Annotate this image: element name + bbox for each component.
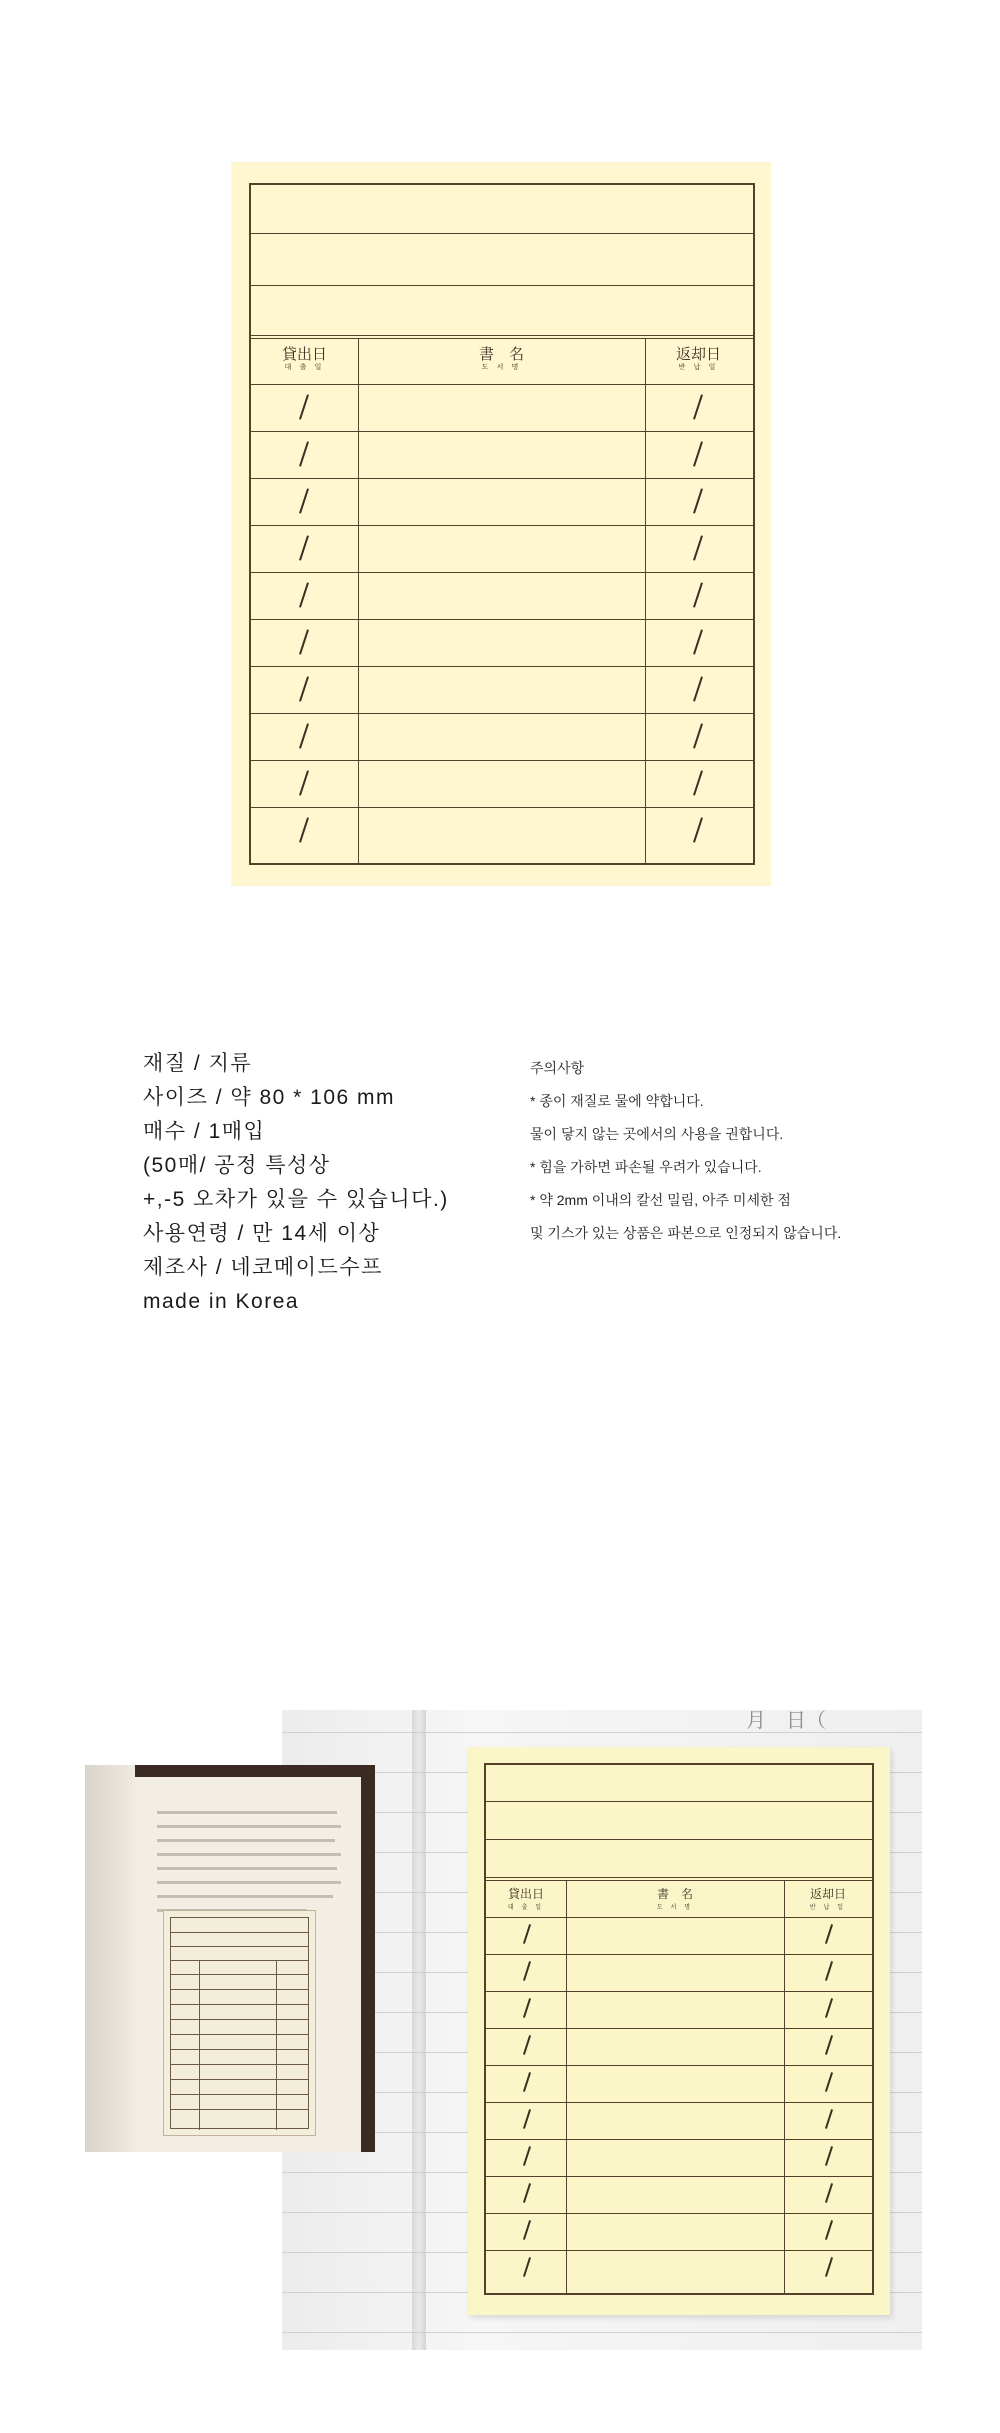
- memo-top-line: [251, 233, 753, 234]
- date-slash-mark: [693, 723, 703, 748]
- date-slash-mark: [825, 1998, 833, 2018]
- date-slash-mark: [299, 770, 309, 795]
- date-slash-mark: [693, 582, 703, 607]
- memo-row-line: [486, 2213, 872, 2214]
- date-slash-mark: [693, 394, 703, 419]
- memo-top-line: [486, 1801, 872, 1802]
- memo-frame: [484, 1763, 874, 2295]
- memo-row-line: [171, 2079, 308, 2080]
- caution-notice: [530, 1052, 841, 1250]
- date-slash-mark: [825, 2220, 833, 2240]
- spec-sheets-note: +,-5 오차가 있을 수 있습니다.): [143, 1188, 449, 1211]
- date-slash-mark: [825, 2035, 833, 2055]
- notebook-spine: [412, 1710, 426, 2350]
- lend-date-hanja: 貸出日: [281, 345, 327, 363]
- date-slash-mark: [523, 2220, 531, 2240]
- memo-row-line: [171, 2064, 308, 2065]
- date-slash-mark: [523, 2072, 531, 2092]
- memo-row-line: [251, 384, 753, 385]
- book-title-hangul: 도 서 명: [481, 363, 522, 371]
- memo-column-divider: [645, 338, 646, 864]
- return-date-header: [645, 345, 752, 372]
- memo-header-divider: [171, 1960, 308, 1961]
- date-slash-mark: [299, 394, 309, 419]
- return-date-header: [784, 1885, 872, 1912]
- lend-date-hangul: 대 출 일: [507, 1904, 545, 1911]
- date-slash-mark: [825, 2257, 833, 2277]
- date-slash-mark: [825, 2146, 833, 2166]
- book-title-hanja: 書 名: [656, 1887, 693, 1901]
- date-slash-mark: [825, 1924, 833, 1944]
- memo-row-line: [486, 2139, 872, 2140]
- date-slash-mark: [523, 2146, 531, 2166]
- date-slash-mark: [825, 2183, 833, 2203]
- date-slash-mark: [523, 2183, 531, 2203]
- date-slash-mark: [523, 2035, 531, 2055]
- notebook-date-print: 月 日（: [746, 1710, 826, 1732]
- notice-line: 물이 닿지 않는 곳에서의 사용을 권합니다.: [530, 1126, 784, 1142]
- memo-row-line: [251, 431, 753, 432]
- book-left-page: [85, 1765, 135, 2152]
- memo-row-line: [251, 713, 753, 714]
- spec-sheets: 매수 / 1매입: [143, 1120, 266, 1143]
- lend-date-hanja: 貸出日: [507, 1887, 544, 1901]
- memo-header-divider: [486, 1877, 872, 1881]
- book-title-hanja: 書 名: [478, 345, 524, 363]
- memo-row-line: [171, 2094, 308, 2095]
- memo-column-divider: [784, 1881, 785, 2293]
- memo-row-line: [486, 2102, 872, 2103]
- date-slash-mark: [523, 2257, 531, 2277]
- date-slash-mark: [299, 817, 309, 842]
- memo-row-line: [486, 2250, 872, 2251]
- spec-sheets-note: (50매/ 공정 특성상: [143, 1154, 331, 1177]
- memo-column-divider: [276, 1960, 277, 2130]
- book-text-line: [157, 1853, 341, 1856]
- book-text-line: [157, 1825, 341, 1828]
- book-text-line: [157, 1881, 341, 1884]
- notebook-ruled-line: [282, 2332, 922, 2333]
- memo-row-line: [171, 2109, 308, 2110]
- memo-row-line: [171, 1974, 308, 1975]
- date-slash-mark: [693, 488, 703, 513]
- memo-row-line: [251, 807, 753, 808]
- product-spec: [143, 1047, 449, 1319]
- memo-row-line: [251, 666, 753, 667]
- lined-notebook-photo: [282, 1710, 922, 2350]
- notice-line: * 약 2mm 이내의 칼선 밀림, 아주 미세한 점: [530, 1192, 791, 1208]
- book-text-line: [157, 1895, 333, 1898]
- date-slash-mark: [299, 676, 309, 701]
- spec-maker: 제조사 / 네코메이드수프: [143, 1256, 383, 1279]
- book-text-line: [157, 1839, 335, 1842]
- return-date-hangul: 반 납 일: [678, 363, 719, 371]
- spec-material: 재질 / 지류: [143, 1052, 253, 1075]
- memo-row-line: [251, 572, 753, 573]
- memo-row-line: [251, 760, 753, 761]
- date-slash-mark: [693, 629, 703, 654]
- lend-date-header: [251, 345, 358, 372]
- book-title-header: [358, 345, 645, 372]
- return-date-hanja: 返却日: [675, 345, 721, 363]
- date-slash-mark: [825, 1961, 833, 1981]
- memo-row-line: [486, 1954, 872, 1955]
- memo-row-line: [486, 2028, 872, 2029]
- memo-row-line: [171, 2034, 308, 2035]
- date-slash-mark: [299, 535, 309, 560]
- return-date-hanja: 返却日: [809, 1887, 846, 1901]
- memo-top-line: [486, 1839, 872, 1840]
- memo-column-divider: [199, 1960, 200, 2130]
- memo-header-divider: [251, 335, 753, 339]
- return-date-hangul: 반 납 일: [809, 1904, 847, 1911]
- date-slash-mark: [693, 770, 703, 795]
- date-slash-mark: [523, 1924, 531, 1944]
- date-slash-mark: [299, 629, 309, 654]
- notice-line: 및 기스가 있는 상품은 파본으로 인정되지 않습니다.: [530, 1225, 842, 1241]
- date-slash-mark: [299, 723, 309, 748]
- date-slash-mark: [299, 441, 309, 466]
- memo-row-line: [486, 2065, 872, 2066]
- library-card-memo: [231, 162, 771, 886]
- memo-frame: [170, 1917, 309, 2129]
- spec-age: 사용연령 / 만 14세 이상: [143, 1222, 381, 1245]
- memo-row-line: [171, 2004, 308, 2005]
- date-slash-mark: [299, 488, 309, 513]
- memo-row-line: [486, 1991, 872, 1992]
- memo-row-line: [171, 2049, 308, 2050]
- book-page-photo: [85, 1765, 375, 2152]
- lend-date-hangul: 대 출 일: [284, 363, 325, 371]
- date-slash-mark: [523, 2109, 531, 2129]
- date-slash-mark: [523, 1961, 531, 1981]
- memo-on-notebook: [468, 1747, 890, 2315]
- memo-row-line: [486, 2176, 872, 2177]
- book-title-hangul: 도 서 명: [656, 1904, 694, 1911]
- notice-title: 주의사항: [530, 1060, 585, 1076]
- lend-date-header: [486, 1885, 566, 1912]
- memo-column-divider: [358, 338, 359, 864]
- memo-row-line: [251, 619, 753, 620]
- spec-origin: made in Korea: [143, 1290, 300, 1313]
- memo-column-divider: [566, 1881, 567, 2293]
- date-slash-mark: [523, 1998, 531, 2018]
- memo-top-line: [171, 1932, 308, 1933]
- memo-row-line: [251, 478, 753, 479]
- memo-frame: [249, 183, 755, 865]
- memo-row-line: [171, 2019, 308, 2020]
- book-text-line: [157, 1811, 337, 1814]
- memo-row-line: [171, 1989, 308, 1990]
- book-text-line: [157, 1867, 337, 1870]
- date-slash-mark: [693, 817, 703, 842]
- spec-size: 사이즈 / 약 80 * 106 mm: [143, 1086, 396, 1109]
- date-slash-mark: [825, 2109, 833, 2129]
- memo-row-line: [251, 525, 753, 526]
- book-title-header: [566, 1885, 784, 1912]
- date-slash-mark: [693, 441, 703, 466]
- date-slash-mark: [825, 2072, 833, 2092]
- notebook-ruled-line: [282, 1732, 922, 1733]
- date-slash-mark: [693, 535, 703, 560]
- notice-line: * 종이 재질로 물에 약합니다.: [530, 1093, 704, 1109]
- date-slash-mark: [693, 676, 703, 701]
- memo-top-line: [251, 285, 753, 286]
- notice-line: * 힘을 가하면 파손될 우려가 있습니다.: [530, 1159, 762, 1175]
- memo-row-line: [486, 1917, 872, 1918]
- memo-in-book: [163, 1910, 316, 2136]
- date-slash-mark: [299, 582, 309, 607]
- memo-top-line: [171, 1946, 308, 1947]
